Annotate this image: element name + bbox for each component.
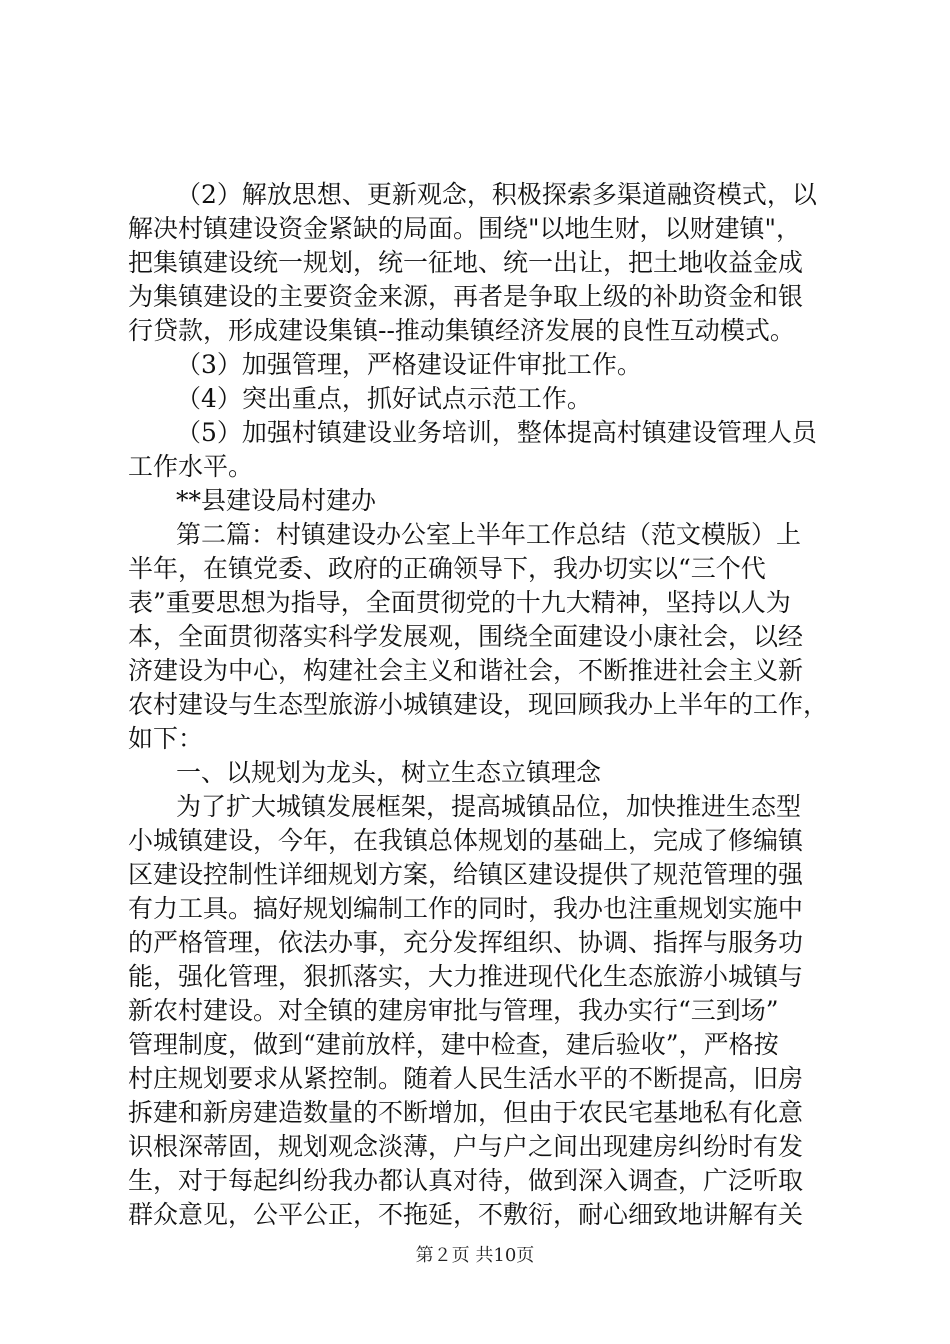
signature-line: **县建设局村建办 (176, 486, 377, 515)
paragraph-line: 如下： (128, 724, 204, 753)
paragraph-line: 管理制度，做到“建前放样，建中检查，建后验收”，严格按 (128, 1030, 779, 1059)
paragraph-line: 本，全面贯彻落实科学发展观，围绕全面建设小康社会，以经 (128, 622, 804, 651)
paragraph-line: 表”重要思想为指导，全面贯彻党的十九大精神，坚持以人为 (128, 588, 791, 617)
paragraph-line: 村庄规划要求从紧控制。随着人民生活水平的不断提高，旧房 (128, 1064, 804, 1093)
paragraph-line: 行贷款，形成建设集镇--推动集镇经济发展的良性互动模式。 (128, 316, 795, 345)
paragraph-line: （2）解放思想、更新观念，积极探索多渠道融资模式，以 (176, 180, 817, 209)
paragraph-line: 为了扩大城镇发展框架，提高城镇品位，加快推进生态型 (176, 792, 802, 821)
paragraph-line: 农村建设与生态型旅游小城镇建设，现回顾我办上半年的工作， (128, 690, 829, 719)
paragraph-line: 为集镇建设的主要资金来源，再者是争取上级的补助资金和银 (128, 282, 804, 311)
page-number-footer: 第２页 共10页 (415, 1245, 535, 1266)
paragraph-line: 的严格管理，依法办事，充分发挥组织、协调、指挥与服务功 (128, 928, 804, 957)
paragraph-line: 生，对于每起纠纷我办都认真对待，做到深入调查，广泛听取 (128, 1166, 804, 1195)
paragraph-line: 区建设控制性详细规划方案，给镇区建设提供了规范管理的强 (128, 860, 804, 889)
paragraph-line: 小城镇建设，今年，在我镇总体规划的基础上，完成了修编镇 (128, 826, 804, 855)
paragraph-line: 解决村镇建设资金紧缺的局面。围绕"以地生财，以财建镇"， (128, 214, 802, 243)
paragraph-line: 识根深蒂固，规划观念淡薄，户与户之间出现建房纠纷时有发 (128, 1132, 804, 1161)
subheading-line: 一、以规划为龙头，树立生态立镇理念 (176, 758, 602, 787)
paragraph-line: 群众意见，公平公正，不拖延，不敷衍，耐心细致地讲解有关 (128, 1200, 804, 1229)
paragraph-line: 能，强化管理，狠抓落实，大力推进现代化生态旅游小城镇与 (128, 962, 804, 991)
paragraph-line: 拆建和新房建造数量的不断增加，但由于农民宅基地私有化意 (128, 1098, 804, 1127)
paragraph-line: 有力工具。搞好规划编制工作的同时，我办也注重规划实施中 (128, 894, 804, 923)
paragraph-line: 新农村建设。对全镇的建房审批与管理，我办实行“三到场” (128, 996, 779, 1025)
paragraph-line: 把集镇建设统一规划，统一征地、统一出让，把土地收益金成 (128, 248, 804, 277)
paragraph-line: （3）加强管理，严格建设证件审批工作。 (176, 350, 642, 379)
paragraph-line: 济建设为中心，构建社会主义和谐社会，不断推进社会主义新 (128, 656, 804, 685)
paragraph-line: （5）加强村镇建设业务培训，整体提高村镇建设管理人员 (176, 418, 817, 447)
paragraph-line: （4）突出重点，抓好试点示范工作。 (176, 384, 592, 413)
section-heading-line: 第二篇：村镇建设办公室上半年工作总结（范文模版）上 (176, 520, 802, 549)
paragraph-line: 半年，在镇党委、政府的正确领导下，我办切实以“三个代 (128, 554, 766, 583)
paragraph-line: 工作水平。 (128, 452, 254, 481)
